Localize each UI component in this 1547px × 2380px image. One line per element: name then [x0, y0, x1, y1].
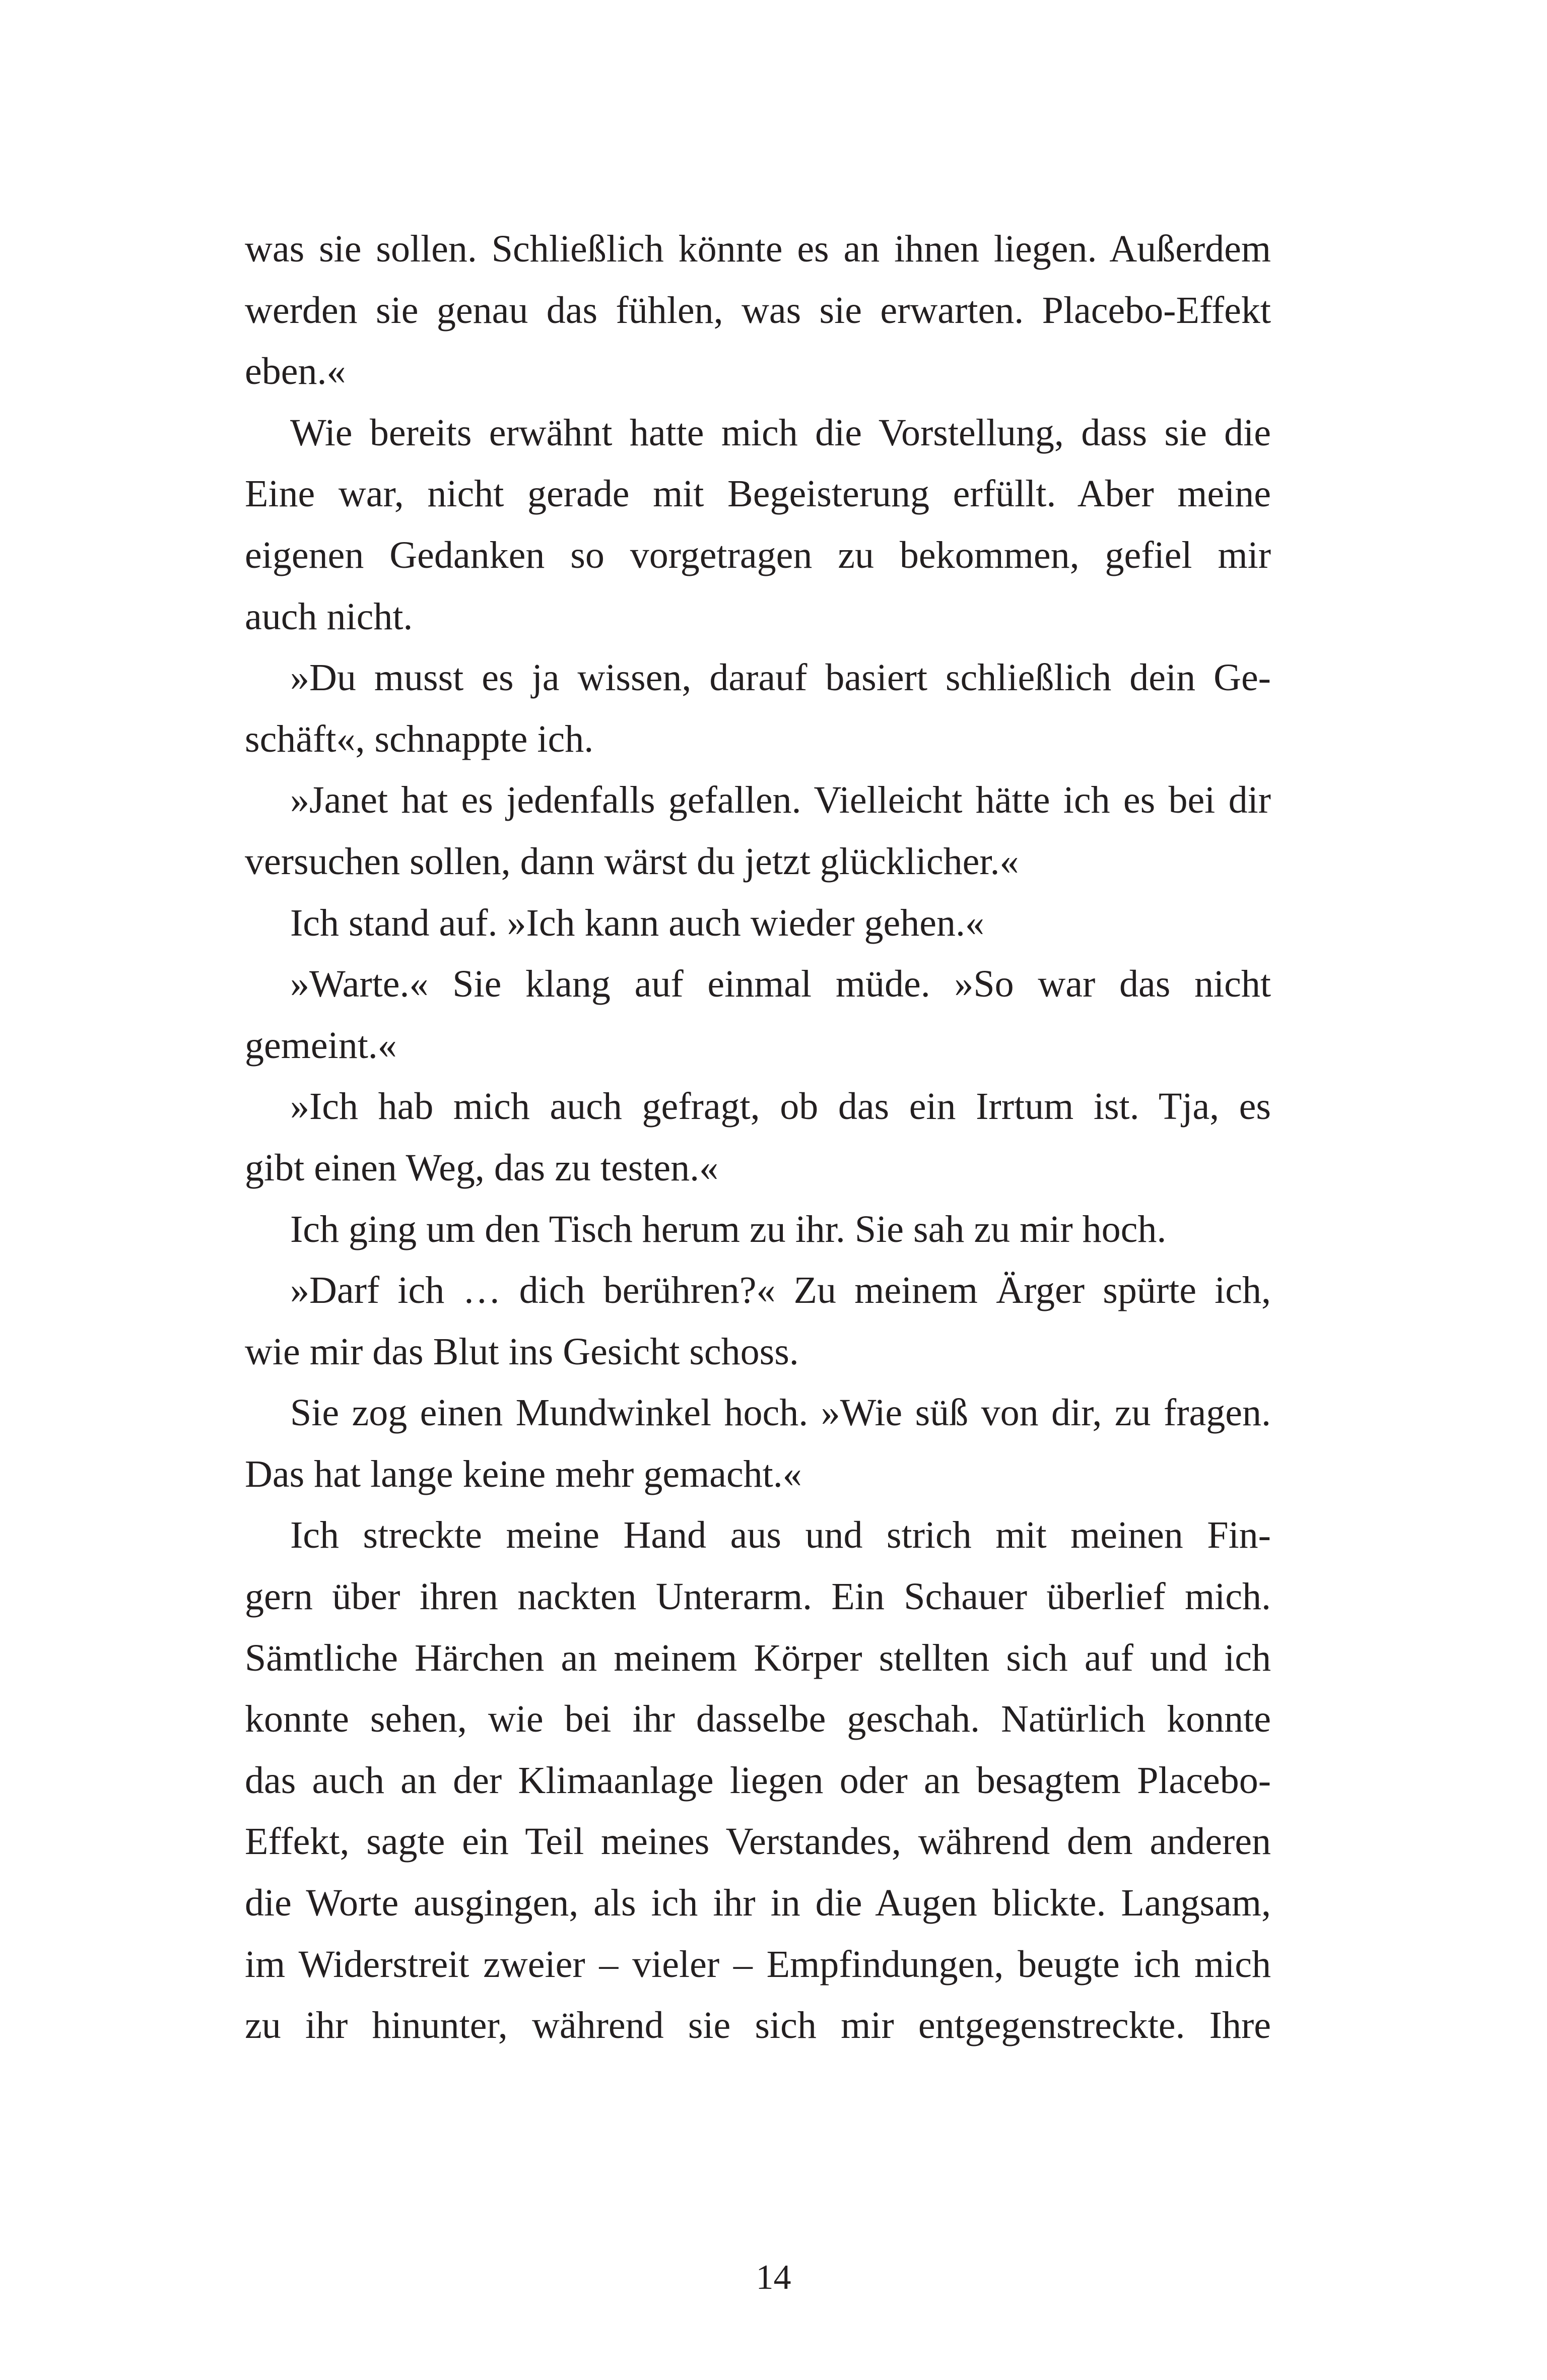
text-line: »Ich hab mich auch gefragt, ob das ein Irrtum ist. Tja, es: [290, 1085, 1271, 1128]
text-line: was sie sollen. Schließlich könnte es an ihnen liegen. Außerdem: [245, 228, 1271, 270]
paragraph: [245, 770, 1271, 892]
text-line: Ich stand auf. »Ich kann auch wieder gehen.«: [290, 901, 984, 944]
paragraph: [245, 1260, 1271, 1382]
text-line: »Warte.« Sie klang auf einmal müde. »So war das nicht: [290, 963, 1271, 1006]
paragraph: [245, 1076, 1271, 1199]
text-line: Das hat lange keine mehr gemacht.«: [245, 1452, 802, 1495]
text-line: zu ihr hinunter, während sie sich mir entgegenstreckte. Ihre: [245, 2004, 1271, 2047]
text-line: wie mir das Blut ins Gesicht schoss.: [245, 1330, 799, 1373]
paragraph: [245, 647, 1271, 770]
text-line: Sämtliche Härchen an meinem Körper stellten sich auf und ich: [245, 1636, 1271, 1679]
text-line: konnte sehen, wie bei ihr dasselbe geschah. Natürlich konnte: [245, 1698, 1271, 1741]
paragraph: [245, 893, 1271, 954]
text-line: gibt einen Weg, das zu testen.«: [245, 1146, 719, 1189]
text-line: versuchen sollen, dann wärst du jetzt glücklicher.«: [245, 840, 1019, 883]
text-line: »Darf ich … dich berühren?« Zu meinem Ärger spürte ich,: [290, 1269, 1271, 1312]
text-line: Ich streckte meine Hand aus und strich mit meinen Fin-: [290, 1514, 1271, 1557]
text-line: Wie bereits erwähnt hatte mich die Vorstellung, dass sie die: [290, 411, 1271, 454]
text-line: eben.«: [245, 350, 346, 393]
text-line: gemeint.«: [245, 1024, 397, 1067]
text-line: Eine war, nicht gerade mit Begeisterung erfüllt. Aber meine: [245, 473, 1271, 515]
paragraph: [245, 954, 1271, 1076]
page-number: 14: [756, 2258, 791, 2297]
text-line: schäft«, schnappte ich.: [245, 717, 594, 760]
paragraph: [245, 219, 1271, 403]
text-line: »Janet hat es jedenfalls gefallen. Vielleicht hätte ich es bei dir: [290, 779, 1271, 822]
text-line: das auch an der Klimaanlage liegen oder an besagtem Placebo-: [245, 1759, 1271, 1802]
text-line: auch nicht.: [245, 595, 413, 638]
paragraph: [245, 403, 1271, 647]
text-line: Ich ging um den Tisch herum zu ihr. Sie sah zu mir hoch.: [290, 1208, 1167, 1250]
text-line: werden sie genau das fühlen, was sie erwarten. Placebo-Effekt: [245, 289, 1271, 332]
text-line: die Worte ausgingen, als ich ihr in die Augen blickte. Langsam,: [245, 1882, 1271, 1925]
text-line: Effekt, sagte ein Teil meines Verstandes, während dem anderen: [245, 1820, 1271, 1863]
paragraph: [245, 1199, 1271, 1261]
paragraph: [245, 1505, 1271, 2056]
text-line: eigenen Gedanken so vorgetragen zu bekommen, gefiel mir: [245, 534, 1271, 576]
text-line: »Du musst es ja wissen, darauf basiert schließlich dein Ge-: [290, 656, 1271, 699]
text-line: im Widerstreit zweier – vieler – Empfindungen, beugte ich mich: [245, 1943, 1271, 1986]
text-line: gern über ihren nackten Unterarm. Ein Schauer überlief mich.: [245, 1575, 1271, 1618]
paragraph: [245, 1382, 1271, 1505]
body-text: [245, 219, 1271, 2057]
text-line: Sie zog einen Mundwinkel hoch. »Wie süß von dir, zu fragen.: [290, 1392, 1271, 1434]
